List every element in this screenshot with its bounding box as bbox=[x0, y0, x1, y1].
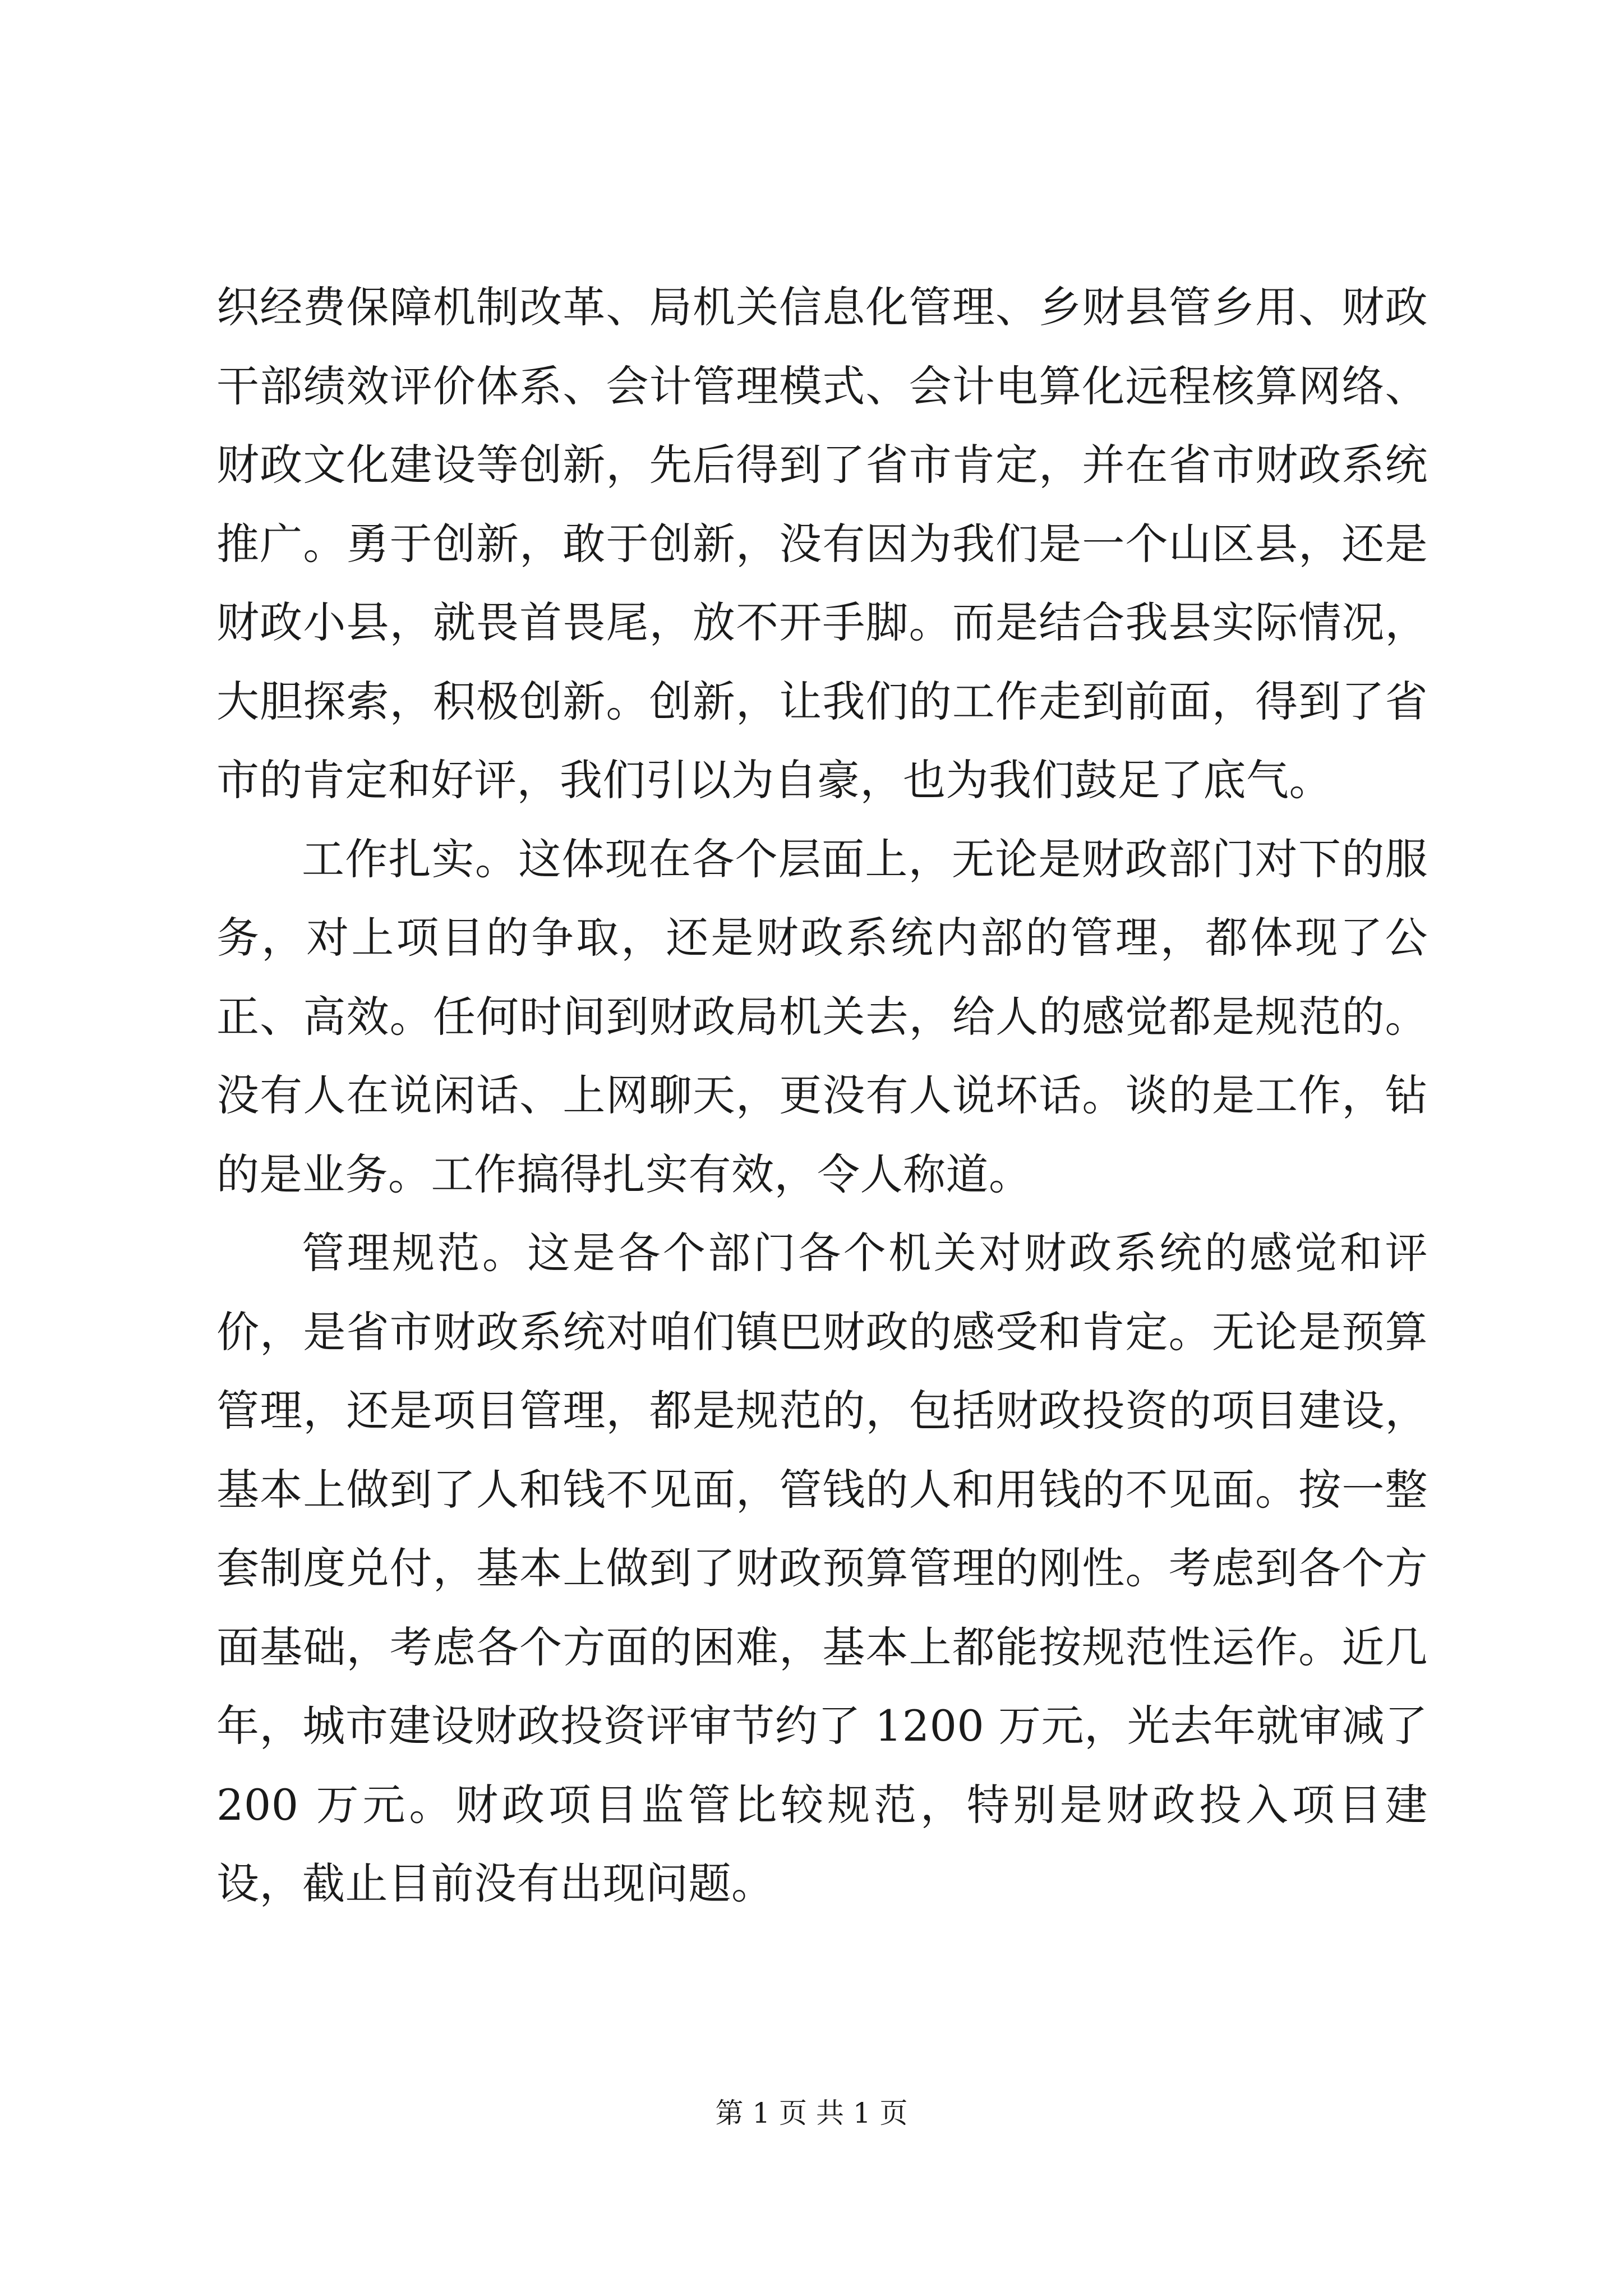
paragraph-1: 织经费保障机制改革、局机关信息化管理、乡财县管乡用、财政干部绩效评价体系、会计管理模式、会计电算化远程核算网络、财政文化建设等创新，先后得到了省市肯定，并在省市财政系统推广。勇于创新，敢于创新，没有因为我们是一个山区县，还是财政小县，就畏首畏尾，放不开手脚。而是结合我县实际情况，大胆探索，积极创新。创新，让我们的工作走到前面，得到了省市的肯定和好评，我们引以为自豪，也为我们鼓足了底气。 bbox=[216, 282, 1428, 805]
document-body bbox=[216, 268, 1428, 1924]
page-number-footer: 第 1 页 共 1 页 bbox=[715, 2097, 908, 2129]
paragraph-3: 管理规范。这是各个部门各个机关对财政系统的感觉和评价，是省市财政系统对咱们镇巴财政的感受和肯定。无论是预算管理，还是项目管理，都是规范的，包括财政投资的项目建设，基本上做到了人和钱不见面，管钱的人和用钱的不见面。按一整套制度兑付，基本上做到了财政预算管理的刚性。考虑到各个方面基础，考虑各个方面的困难，基本上都能按规范性运作。近几年，城市建设财政投资评审节约了 1200 万元，光去年就审减了 200 万元。财政项目监管比较规范，特别是财政投入项目建设，截止目前没有出现问题。 bbox=[216, 1228, 1428, 1908]
paragraph-2: 工作扎实。这体现在各个层面上，无论是财政部门对下的服务，对上项目的争取，还是财政系统内部的管理，都体现了公正、高效。任何时间到财政局机关去，给人的感觉都是规范的。没有人在说闲话、上网聊天，更没有人说坏话。谈的是工作，钻的是业务。工作搞得扎实有效，令人称道。 bbox=[216, 834, 1428, 1199]
